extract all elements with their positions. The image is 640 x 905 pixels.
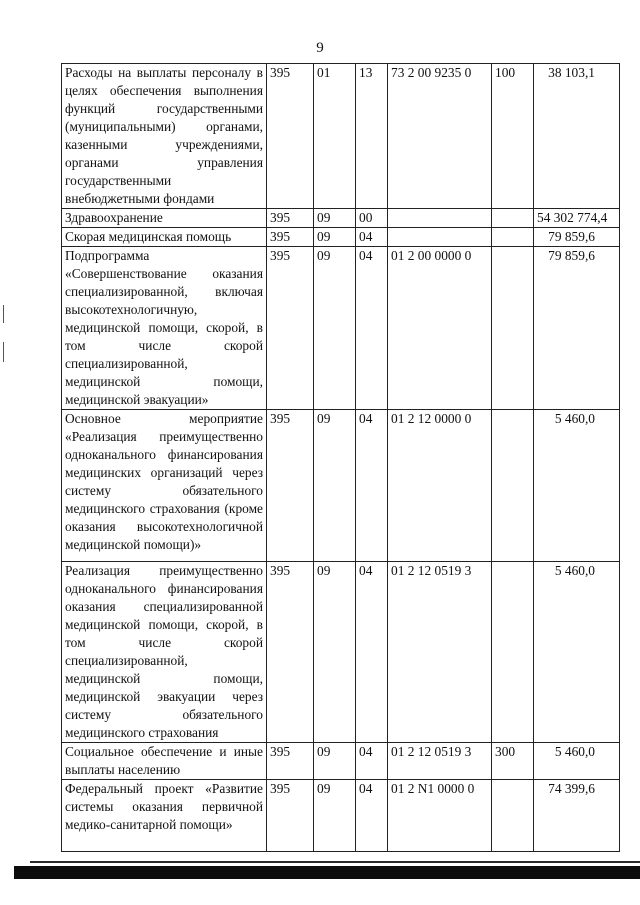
amount: 38 103,1 — [534, 64, 620, 209]
section-code: 09 — [314, 780, 356, 852]
edge-scan-mark — [3, 305, 4, 323]
page-number: 9 — [316, 40, 324, 56]
table-row — [62, 228, 620, 247]
target-article-code — [388, 228, 492, 247]
row-name: Основное мероприятие «Реализация преимущественно одноканального финансирования медицинских организаций через систему обязательного медицинского страхования (кроме оказания высокотехнологичной медицинской помощи)» — [62, 410, 267, 562]
row-name: Скорая медицинская помощь — [62, 228, 267, 247]
ministry-code: 395 — [267, 780, 314, 852]
table-row — [62, 562, 620, 743]
table-row — [62, 410, 620, 562]
ministry-code: 395 — [267, 410, 314, 562]
row-name: Подпрограмма «Совершенствование оказания специализированной, включая высокотехнологичную, медицинской помощи, скорой, в том числе скорой специализированной, медицинской помощи, медицинской эвакуации» — [62, 247, 267, 410]
target-article-code: 01 2 00 0000 0 — [388, 247, 492, 410]
section-code: 01 — [314, 64, 356, 209]
expense-type-code: 100 — [492, 64, 534, 209]
subsection-code: 04 — [356, 247, 388, 410]
subsection-code: 04 — [356, 228, 388, 247]
subsection-code: 04 — [356, 562, 388, 743]
row-name: Здравоохранение — [62, 209, 267, 228]
ministry-code: 395 — [267, 64, 314, 209]
table-row — [62, 780, 620, 852]
target-article-code: 01 2 12 0000 0 — [388, 410, 492, 562]
section-code: 09 — [314, 209, 356, 228]
row-name: Реализация преимущественно одноканального финансирования оказания специализированной медицинской помощи, скорой, в том числе скорой специализированной, медицинской помощи, медицинской эвакуации через систему обязательного медицинского страхования — [62, 562, 267, 743]
section-code: 09 — [314, 743, 356, 780]
expense-type-code — [492, 562, 534, 743]
expense-type-code — [492, 228, 534, 247]
subsection-code: 04 — [356, 780, 388, 852]
scan-bottom-line — [30, 861, 640, 863]
ministry-code: 395 — [267, 228, 314, 247]
amount: 79 859,6 — [534, 247, 620, 410]
subsection-code: 04 — [356, 743, 388, 780]
target-article-code: 01 2 12 0519 3 — [388, 743, 492, 780]
subsection-code: 04 — [356, 410, 388, 562]
table-row — [62, 743, 620, 780]
expense-type-code: 300 — [492, 743, 534, 780]
amount: 5 460,0 — [534, 410, 620, 562]
amount: 5 460,0 — [534, 562, 620, 743]
subsection-code: 13 — [356, 64, 388, 209]
ministry-code: 395 — [267, 209, 314, 228]
section-code: 09 — [314, 247, 356, 410]
amount: 5 460,0 — [534, 743, 620, 780]
expense-type-code — [492, 247, 534, 410]
table-row — [62, 64, 620, 209]
ministry-code: 395 — [267, 743, 314, 780]
budget-table — [61, 63, 620, 852]
target-article-code: 73 2 00 9235 0 — [388, 64, 492, 209]
amount: 79 859,6 — [534, 228, 620, 247]
row-name: Расходы на выплаты персоналу в целях обеспечения выполнения функций государственными (муниципальными) органами, казенными учреждениями, органами управления государственными внебюджетными фондами — [62, 64, 267, 209]
target-article-code: 01 2 12 0519 3 — [388, 562, 492, 743]
section-code: 09 — [314, 228, 356, 247]
table-row — [62, 209, 620, 228]
table-row — [62, 247, 620, 410]
ministry-code: 395 — [267, 562, 314, 743]
scan-bottom-bar — [14, 866, 640, 879]
subsection-code: 00 — [356, 209, 388, 228]
expense-type-code — [492, 209, 534, 228]
row-name: Социальное обеспечение и иные выплаты населению — [62, 743, 267, 780]
ministry-code: 395 — [267, 247, 314, 410]
amount: 54 302 774,4 — [534, 209, 620, 228]
amount: 74 399,6 — [534, 780, 620, 852]
expense-type-code — [492, 780, 534, 852]
target-article-code — [388, 209, 492, 228]
row-name: Федеральный проект «Развитие системы оказания первичной медико-санитарной помощи» — [62, 780, 267, 852]
target-article-code: 01 2 N1 0000 0 — [388, 780, 492, 852]
edge-scan-mark — [3, 342, 4, 362]
section-code: 09 — [314, 562, 356, 743]
expense-type-code — [492, 410, 534, 562]
section-code: 09 — [314, 410, 356, 562]
